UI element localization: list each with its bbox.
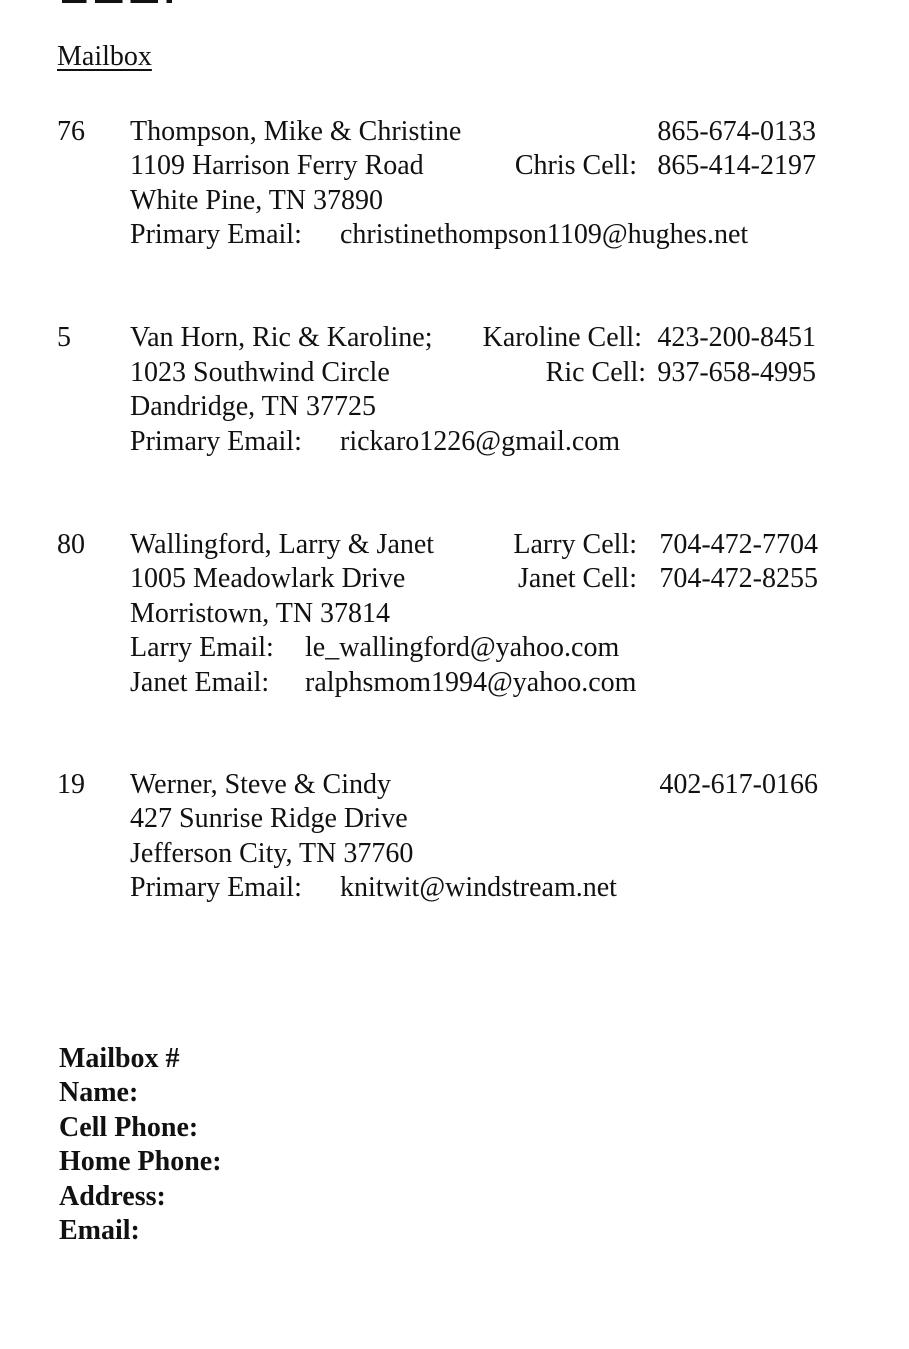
city-state-zip: Jefferson City, TN 37760	[130, 838, 414, 869]
form-address-label: Address:	[59, 1181, 166, 1212]
mailbox-number: 19	[57, 769, 85, 800]
top-edge-mark	[62, 0, 172, 7]
cell-phone: 423-200-8451	[657, 322, 816, 353]
street-address: 1109 Harrison Ferry Road	[130, 150, 424, 181]
cell-label: Ric Cell:	[545, 357, 646, 388]
city-state-zip: White Pine, TN 37890	[130, 185, 384, 216]
email-label: Primary Email:	[130, 219, 302, 250]
street-address: 427 Sunrise Ridge Drive	[130, 803, 408, 834]
email-address: christinethompson1109@hughes.net	[340, 219, 749, 250]
email-address: ralphsmom1994@yahoo.com	[305, 667, 637, 698]
mailbox-number: 80	[57, 529, 85, 560]
email-label: Larry Email:	[130, 632, 274, 663]
cell-label: Larry Cell:	[513, 529, 637, 560]
resident-name: Werner, Steve & Cindy	[130, 769, 392, 800]
email-address: rickaro1226@gmail.com	[340, 426, 621, 457]
email-address: le_wallingford@yahoo.com	[305, 632, 620, 663]
cell-label: Janet Cell:	[518, 563, 637, 594]
cell-label: Karoline Cell:	[482, 322, 642, 353]
cell-phone: 865-414-2197	[657, 150, 816, 181]
home-phone: 865-674-0133	[657, 116, 816, 147]
cell-phone: 704-472-8255	[659, 563, 818, 594]
form-home-phone-label: Home Phone:	[59, 1146, 222, 1177]
home-phone: 402-617-0166	[659, 769, 818, 800]
street-address: 1023 Southwind Circle	[130, 357, 390, 388]
section-heading: Mailbox	[57, 41, 152, 72]
form-name-label: Name:	[59, 1077, 139, 1108]
cell-phone: 704-472-7704	[659, 529, 818, 560]
cell-phone: 937-658-4995	[657, 357, 816, 388]
email-label: Janet Email:	[130, 667, 270, 698]
mailbox-number: 76	[57, 116, 85, 147]
email-label: Primary Email:	[130, 872, 302, 903]
resident-name: Van Horn, Ric & Karoline;	[130, 322, 433, 353]
resident-name: Wallingford, Larry & Janet	[130, 529, 435, 560]
street-address: 1005 Meadowlark Drive	[130, 563, 406, 594]
city-state-zip: Morristown, TN 37814	[130, 598, 391, 629]
form-cell-phone-label: Cell Phone:	[59, 1112, 199, 1143]
form-mailbox-label: Mailbox #	[59, 1043, 180, 1074]
cell-label: Chris Cell:	[514, 150, 637, 181]
city-state-zip: Dandridge, TN 37725	[130, 391, 376, 422]
form-email-label: Email:	[59, 1215, 140, 1246]
email-label: Primary Email:	[130, 426, 302, 457]
email-address: knitwit@windstream.net	[340, 872, 617, 903]
mailbox-number: 5	[57, 322, 71, 353]
resident-name: Thompson, Mike & Christine	[130, 116, 462, 147]
